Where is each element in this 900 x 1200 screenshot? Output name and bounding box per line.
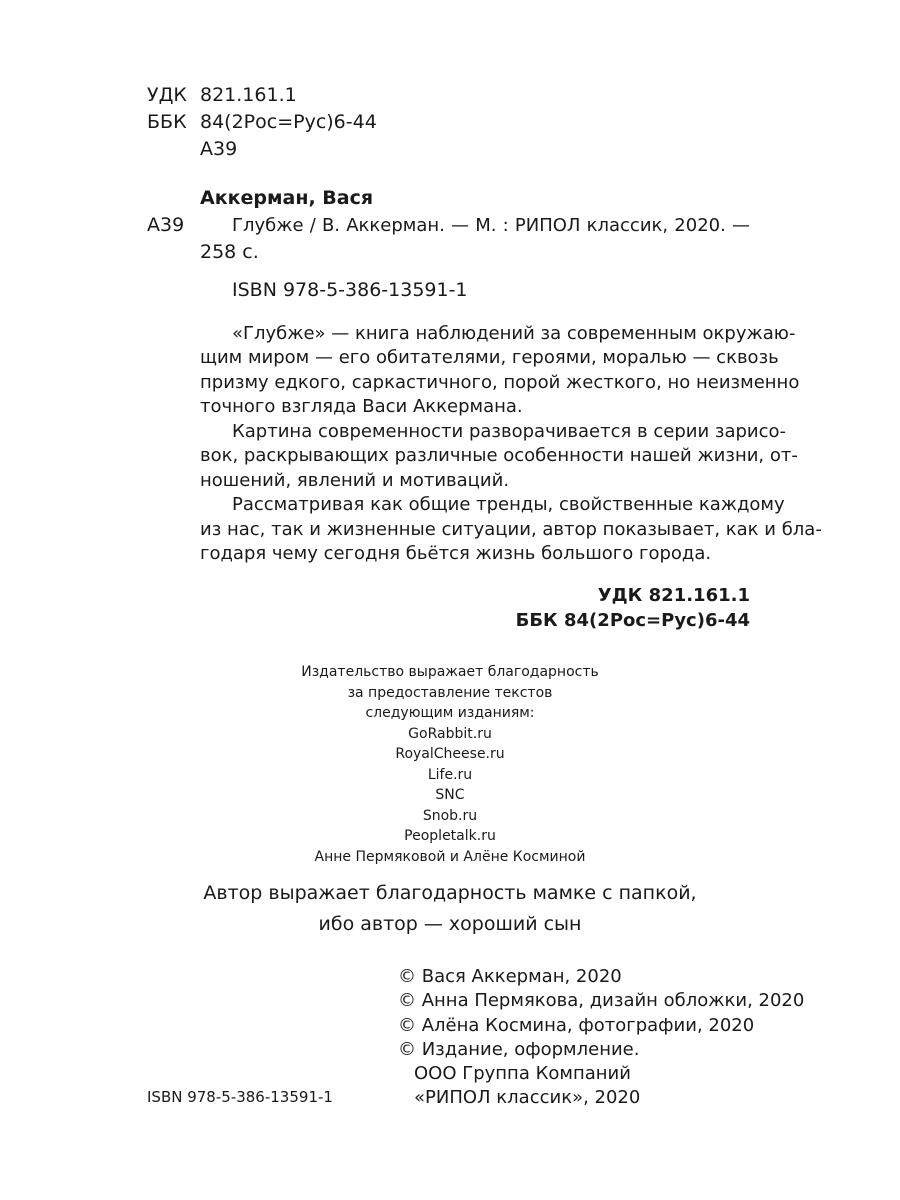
source-royalcheese: RoyalCheese.ru (395, 746, 505, 762)
source-snc: SNC (435, 787, 465, 803)
record-isbn: ISBN 978-5-386-13591-1 (232, 279, 468, 301)
copyright-company: ООО Группа Компаний (414, 1063, 631, 1084)
annotation-line-2: щим миром — его обитателями, героями, моралью — сквозь (200, 347, 779, 368)
publisher-thanks (0, 662, 900, 867)
copyright-photos: © Алёна Космина, фотографии, 2020 (398, 1015, 755, 1036)
annotation-line-3: призму едкого, саркастичного, порой жесткого, но неизменно (200, 372, 800, 393)
bottom-isbn: ISBN 978-5-386-13591-1 (147, 1088, 333, 1106)
udk-value: 821.161.1 (200, 84, 297, 106)
record-title-line-2: 258 с. (200, 241, 259, 263)
bbk-footer: ББК 84(2Рос=Рус)6-44 (515, 610, 750, 631)
author-thanks-line: ибо автор — хороший сын (318, 913, 582, 935)
record-mark: А39 (147, 214, 185, 236)
udk-label: УДК (147, 84, 187, 106)
annotation-line-5: Картина современности разворачивается в серии зарисо- (232, 421, 787, 442)
record-title-line-1: Глубже / В. Аккерман. — М. : РИПОЛ классик, 2020. — (232, 215, 750, 236)
copyright-cover: © Анна Пермякова, дизайн обложки, 2020 (398, 990, 805, 1011)
annotation-line-7: ношений, явлений и мотиваций. (200, 470, 510, 491)
publisher-thanks-line: Издательство выражает благодарность (301, 664, 599, 680)
annotation-line-6: вок, раскрывающих различные особенности нашей жизни, от- (200, 445, 798, 466)
annotation-line-4: точного взгляда Васи Аккермана. (200, 396, 523, 417)
author-mark: А39 (200, 138, 238, 160)
copyright-edition: © Издание, оформление. (398, 1039, 640, 1060)
bbk-value: 84(2Рос=Рус)6-44 (200, 111, 377, 133)
publisher-thanks-line: за предоставление текстов (347, 684, 553, 701)
author-thanks-line: Автор выражает благодарность мамке с папкой, (203, 882, 697, 904)
copyright-author: © Вася Аккерман, 2020 (398, 966, 622, 987)
author-heading: Аккерман, Вася (200, 187, 374, 209)
source-peopletalk: Peopletalk.ru (404, 828, 496, 844)
annotation-line-9: из нас, так и жизненные ситуации, автор показывает, как и бла- (200, 519, 822, 540)
source-snob: Snob.ru (422, 807, 478, 824)
annotation-line-8: Рассматривая как общие тренды, свойственные каждому (232, 494, 785, 515)
copyright-publisher: «РИПОЛ классик», 2020 (414, 1087, 641, 1108)
annotation-line-10: годаря чему сегодня бьётся жизнь большого города. (200, 543, 712, 564)
annotation-line-1: «Глубже» — книга наблюдений за современным окружаю- (232, 323, 796, 344)
source-life: Life.ru (427, 766, 473, 783)
source-gorabbit: GoRabbit.ru (408, 725, 492, 742)
publisher-thanks-line: следующим изданиям: (365, 705, 535, 721)
thanks-persons: Анне Пермяковой и Алёне Косминой (314, 848, 586, 865)
author-thanks (0, 878, 900, 940)
udk-footer: УДК 821.161.1 (597, 585, 750, 606)
bbk-label: ББК (147, 111, 187, 133)
